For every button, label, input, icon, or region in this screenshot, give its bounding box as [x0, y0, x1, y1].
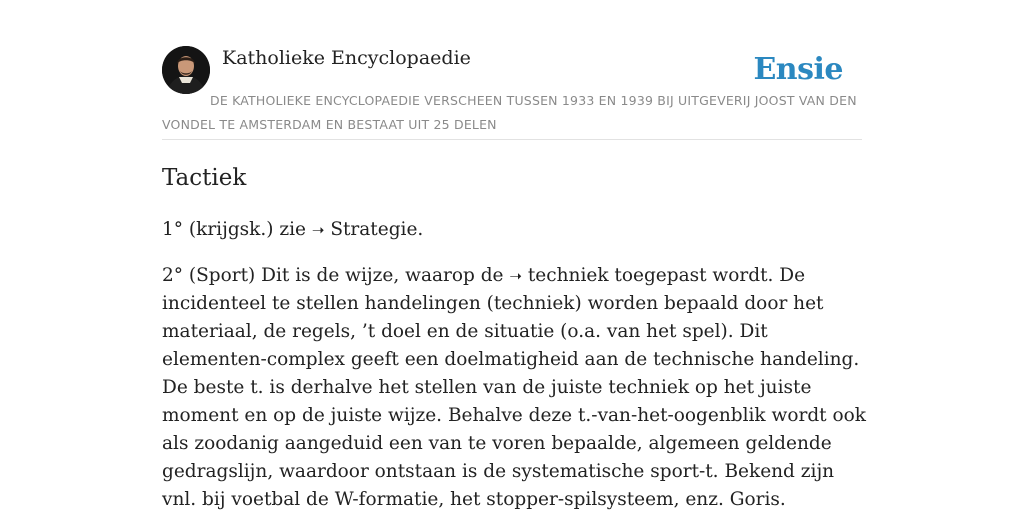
- portrait-avatar-icon: [162, 46, 210, 94]
- article-title: Tactiek: [162, 165, 247, 191]
- site-title[interactable]: Katholieke Encyclopaedie: [222, 47, 471, 69]
- article-author: Goris.: [729, 489, 786, 510]
- ensie-logo-link[interactable]: Ensie: [753, 52, 843, 87]
- site-tagline: DE KATHOLIEKE ENCYCLOPAEDIE VERSCHEEN TUSSEN 1933 EN 1939 BIJ UITGEVERIJ JOOST VAN DEN VONDEL TE AMSTERDAM EN BESTAAT UIT 25 DELEN: [162, 93, 857, 132]
- article: [162, 162, 872, 512]
- xref-techniek-link[interactable]: [509, 265, 608, 286]
- xref-techniek-label: techniek: [527, 265, 609, 286]
- arrow-right-icon: ➝: [311, 221, 325, 239]
- xref-strategie-label: Strategie: [330, 219, 418, 240]
- article-paragraph-2: [162, 262, 872, 512]
- article-paragraph-1: [162, 216, 872, 244]
- site-header: [162, 46, 862, 140]
- paragraph-2-text: 2° (Sport) Dit is de wijze, waarop de: [162, 265, 504, 286]
- xref-strategie-link[interactable]: [312, 219, 418, 240]
- paragraph-1-end: .: [417, 219, 424, 240]
- arrow-right-icon: ➝: [509, 267, 522, 285]
- avatar[interactable]: [162, 46, 210, 94]
- paragraph-1-text: 1° (krijgsk.) zie: [162, 219, 306, 240]
- paragraph-2-body: toegepast wordt. De incidenteel te stellen handelingen (techniek) worden bepaald door het materiaal, de regels, ’t doel en de situatie (o.a. van het spel). Dit elementen-complex geeft een doelmatigheid aan de technische handeling. De beste t. is derhalve het stellen van de juiste techniek op het juiste moment en op de juiste wijze. Behalve deze t.-van-het-oogenblik wordt ook als zoodanig aangeduid een van te voren bepaalde, algemeen geldende gedragslijn, waardoor ontstaan is de systematische sport-t. Bekend zijn vnl. bij voetbal de W-formatie, het stopper-spilsysteem, enz.: [162, 265, 866, 510]
